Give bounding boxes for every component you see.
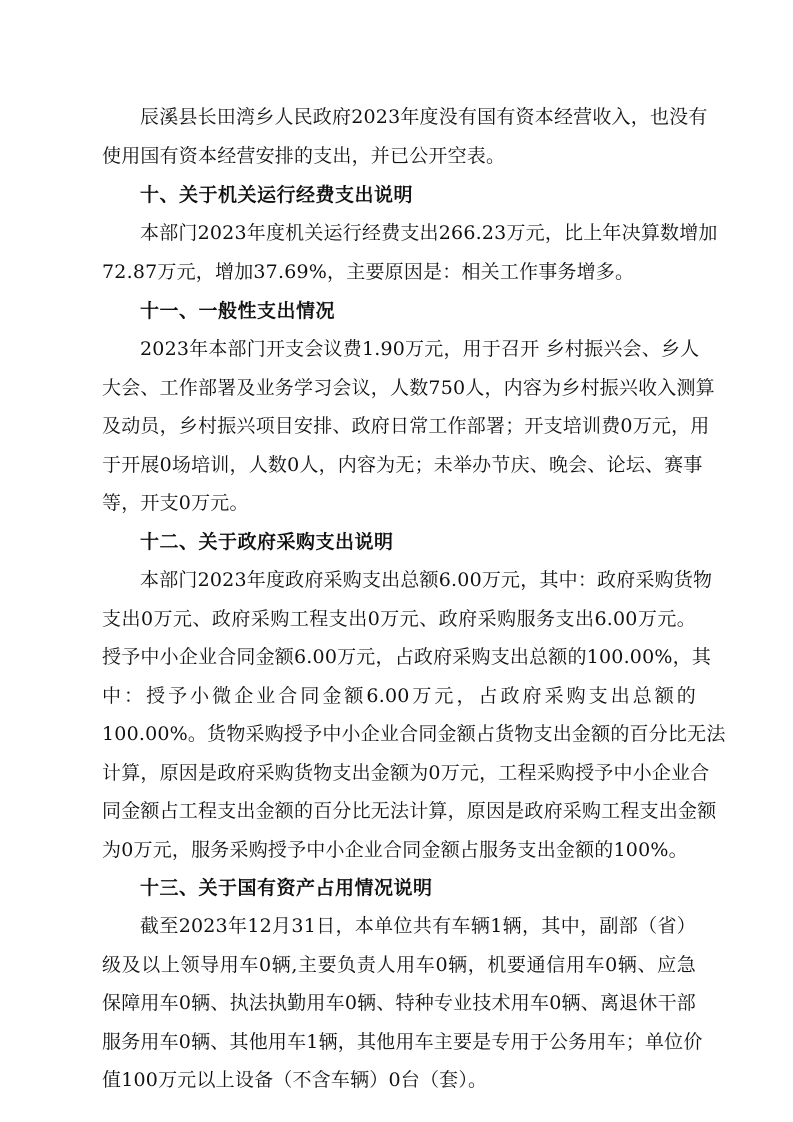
section-13-heading: 十三、关于国有资产占用情况说明 [140,877,433,899]
section-12-line-6: 计算，原因是政府采购货物支出金额为0万元，工程采购授予中小企业合 [102,762,710,784]
section-11-line-1: 2023年本部门开支会议费1.90万元，用于召开 乡村振兴会、乡人 [140,338,700,360]
section-10-heading: 十、关于机关运行经费支出说明 [140,184,414,206]
section-12-line-2: 支出0万元、政府采购工程支出0万元、政府采购服务支出6.00万元。 [102,608,696,630]
para1-line-2: 使用国有资本经营安排的支出，并已公开空表。 [102,145,506,167]
section-12-line-7: 同金额占工程支出金额的百分比无法计算，原因是政府采购工程支出金额 [102,800,717,822]
section-11-line-2: 大会、工作部署及业务学习会议，人数750人，内容为乡村振兴收入测算 [102,377,715,399]
section-12-line-5: 100.00%。货物采购授予中小企业合同金额占货物支出金额的百分比无法 [102,723,726,745]
section-10-line-2: 72.87万元，增加37.69%，主要原因是：相关工作事务增多。 [102,261,635,283]
section-11-heading: 十一、一般性支出情况 [140,300,336,322]
section-11-line-5: 等，开支0万元。 [102,492,249,514]
section-12-line-4: 中：授予小微企业合同金额6.00万元，占政府采购支出总额的 [102,685,696,707]
section-12-heading: 十二、关于政府采购支出说明 [140,531,394,553]
section-12-line-8: 为0万元，服务采购授予中小企业合同金额占服务支出金额的100%。 [102,839,688,861]
section-13-line-3: 保障用车0辆、执法执勤用车0辆、特种专业技术用车0辆、离退休干部 [102,992,696,1014]
section-12-line-3: 授予中小企业合同金额6.00万元，占政府采购支出总额的100.00%，其 [102,646,712,668]
section-13-line-5: 值100万元以上设备（不含车辆）0台（套）。 [102,1069,488,1091]
section-11-line-3: 及动员，乡村振兴项目安排、政府日常工作部署；开支培训费0万元，用 [102,415,710,437]
section-13-line-2: 级及以上领导用车0辆,主要负责人用车0辆，机要通信用车0辆、应急 [102,954,696,976]
section-12-line-1: 本部门2023年度政府采购支出总额6.00万元，其中：政府采购货物 [140,569,713,591]
section-10-line-1: 本部门2023年度机关运行经费支出266.23万元，比上年决算数增加 [140,222,718,244]
para1-line-1: 辰溪县长田湾乡人民政府2023年度没有国有资本经营收入，也没有 [140,106,708,128]
section-13-line-4: 服务用车0辆、其他用车1辆，其他用车主要是专用于公务用车；单位价 [102,1031,703,1053]
section-11-line-4: 于开展0场培训，人数0人，内容为无；未举办节庆、晚会、论坛、赛事 [102,454,703,476]
section-13-line-1: 截至2023年12月31日，本单位共有车辆1辆，其中，副部（省） [140,915,696,937]
